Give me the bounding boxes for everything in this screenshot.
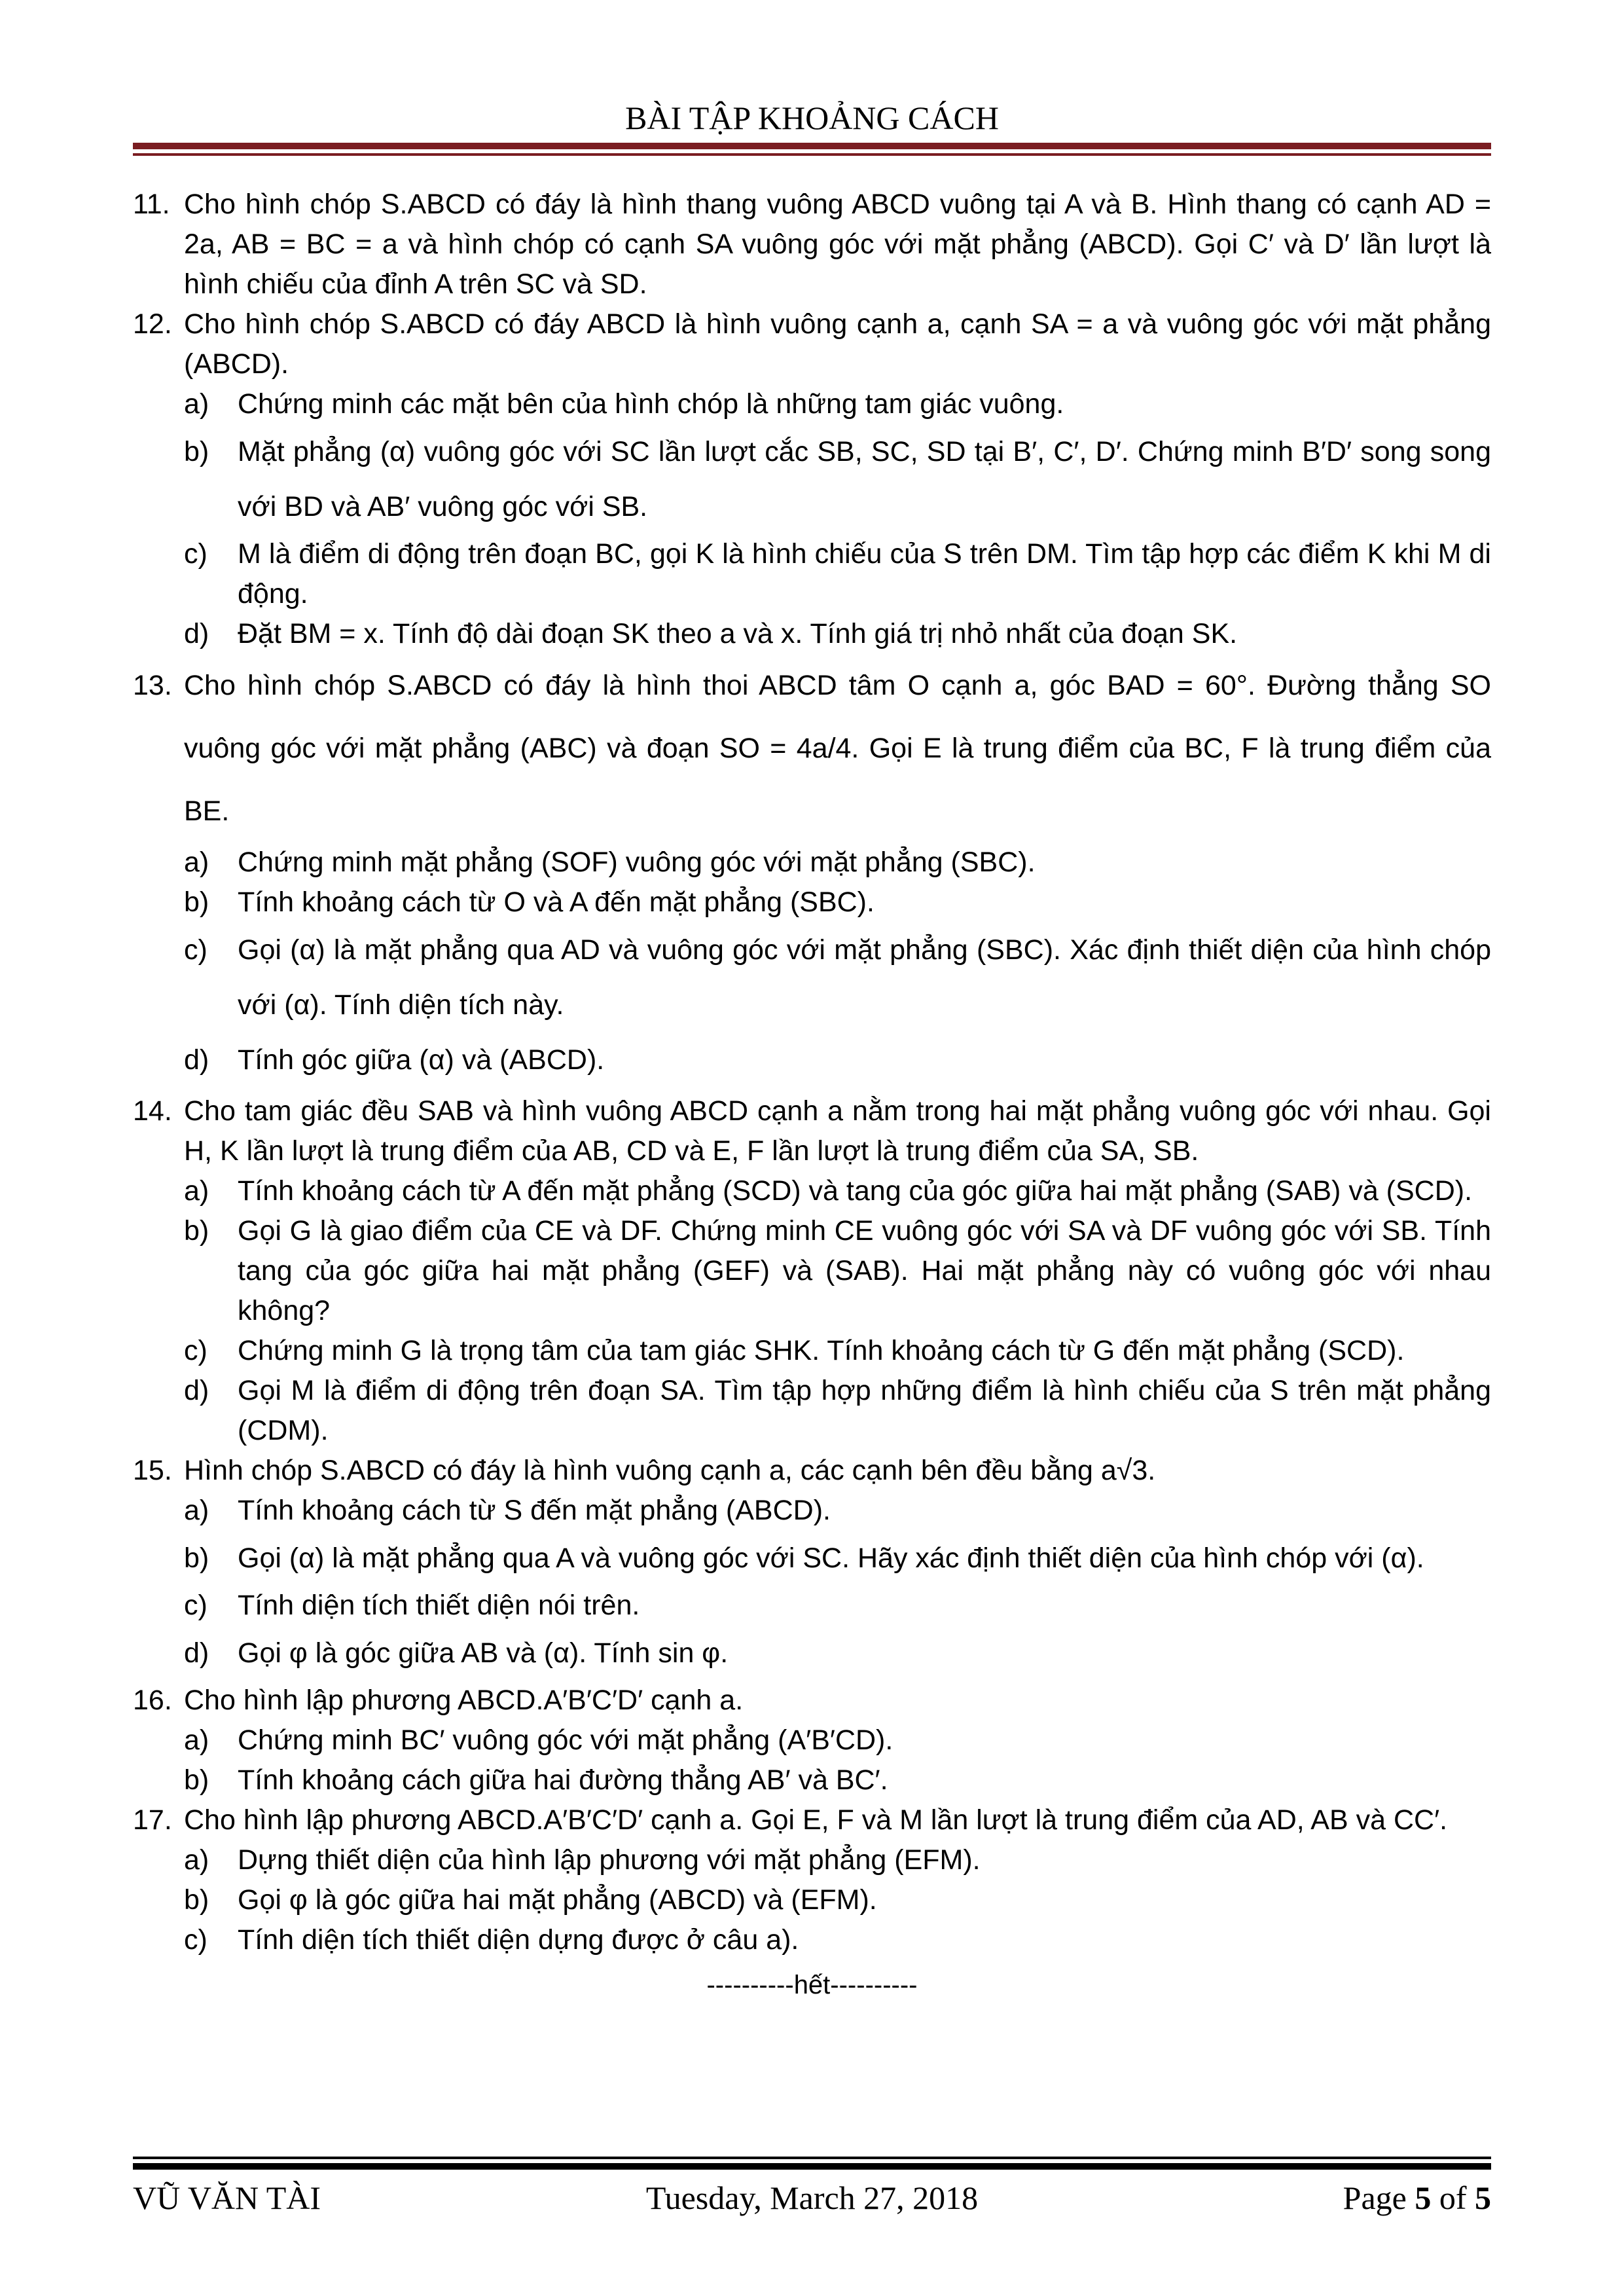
subquestion-text: Đặt BM = x. Tính độ dài đoạn SK theo a và x. Tính giá trị nhỏ nhất của đoạn SK. [238, 618, 1238, 649]
subquestion-label: a) [184, 1724, 209, 1756]
page-header-title: BÀI TẬP KHOẢNG CÁCH [625, 100, 999, 136]
problem-text: Cho hình chóp S.ABCD có đáy là hình thang vuông ABCD vuông tại A và B. Hình thang có cạnh AD = 2a, AB = BC = a và hình chóp có cạnh SA vuông góc với mặt phẳng (ABCD). Gọi C′ và D′ lần lượt là hình chiếu của đỉnh A trên SC và SD. [184, 189, 1491, 300]
subquestion [133, 843, 1491, 883]
subquestion-label: b) [184, 1215, 209, 1247]
page-current: 5 [1415, 2179, 1432, 2216]
subquestion-text: Tính khoảng cách từ S đến mặt phẳng (ABCD). [238, 1495, 831, 1526]
subquestion-text: Gọi (α) là mặt phẳng qua AD và vuông góc với mặt phẳng (SBC). Xác định thiết diện của hình chóp với (α). Tính diện tích này. [238, 934, 1491, 1021]
subquestion-label: d) [184, 1375, 209, 1406]
page-prefix: Page [1343, 2179, 1415, 2216]
subquestion [133, 1721, 1491, 1760]
header-rule [133, 143, 1491, 158]
subquestion-label: b) [184, 436, 209, 467]
document-body [133, 185, 1491, 2005]
subquestion-label: c) [184, 934, 208, 966]
subquestion [133, 1531, 1491, 1586]
problem-17 [133, 1800, 1491, 1840]
subquestion-label: a) [184, 388, 209, 420]
problem-11 [133, 185, 1491, 304]
problem-number: 12. [133, 308, 172, 340]
subquestion-text: Dựng thiết diện của hình lập phương với mặt phẳng (EFM). [238, 1844, 981, 1876]
subquestion [133, 1880, 1491, 1920]
subquestion-text: Tính khoảng cách giữa hai đường thẳng AB′ và BC′. [238, 1764, 888, 1796]
subquestion-label: b) [184, 1542, 209, 1574]
subquestion-label: a) [184, 847, 209, 878]
footer-rule [133, 2157, 1491, 2172]
problem-text: Cho hình chóp S.ABCD có đáy ABCD là hình vuông cạnh a, cạnh SA = a và vuông góc với mặt phẳng (ABCD). [184, 308, 1491, 380]
footer-date: Tuesday, March 27, 2018 [645, 2179, 979, 2216]
end-marker: ----------hết---------- [706, 1971, 918, 1999]
subquestion [133, 1760, 1491, 1800]
subquestion [133, 1171, 1491, 1211]
subquestion [133, 1032, 1491, 1087]
subquestion-label: a) [184, 1495, 209, 1526]
problem-number: 11. [133, 189, 170, 220]
subquestion-label: d) [184, 1044, 209, 1076]
subquestion-label: b) [184, 1884, 209, 1916]
subquestion-text: Gọi (α) là mặt phẳng qua A và vuông góc với SC. Hãy xác định thiết diện của hình chóp với (α). [238, 1542, 1424, 1574]
subquestion [133, 534, 1491, 614]
subquestion-text: Gọi φ là góc giữa hai mặt phẳng (ABCD) và (EFM). [238, 1884, 877, 1916]
problem-text: Cho tam giác đều SAB và hình vuông ABCD cạnh a nằm trong hai mặt phẳng vuông góc với nhau. Gọi H, K lần lượt là trung điểm của AB, CD và E, F lần lượt là trung điểm của SA, SB. [184, 1095, 1491, 1167]
subquestion [133, 1586, 1491, 1626]
footer-author: VŨ VĂN TÀI [133, 2179, 321, 2216]
subquestion-text: Mặt phẳng (α) vuông góc với SC lần lượt cắc SB, SC, SD tại B′, C′, D′. Chứng minh B′D′ song song với BD và AB′ vuông góc với SB. [238, 436, 1491, 522]
subquestion-text: Gọi φ là góc giữa AB và (α). Tính sin φ. [238, 1637, 729, 1669]
subquestion-label: d) [184, 1637, 209, 1669]
subquestion-label: a) [184, 1844, 209, 1876]
subquestion [133, 1211, 1491, 1331]
subquestion [133, 1371, 1491, 1451]
subquestion [133, 1840, 1491, 1880]
subquestion-text: M là điểm di động trên đoạn BC, gọi K là hình chiếu của S trên DM. Tìm tập hợp các điểm K khi M di động. [238, 538, 1491, 610]
problem-number: 13. [133, 670, 172, 701]
problem-14 [133, 1091, 1491, 1171]
subquestion [133, 1331, 1491, 1371]
problem-number: 16. [133, 1685, 172, 1716]
subquestion-label: c) [184, 1590, 208, 1621]
problem-number: 15. [133, 1455, 172, 1486]
footer-page-number [1343, 2175, 1491, 2221]
subquestion-label: d) [184, 618, 209, 649]
problem-16 [133, 1681, 1491, 1721]
problem-text: Cho hình lập phương ABCD.A′B′C′D′ cạnh a. [184, 1685, 744, 1716]
subquestion [133, 1491, 1491, 1531]
subquestion [133, 1626, 1491, 1681]
subquestion-label: c) [184, 538, 208, 570]
subquestion-label: c) [184, 1335, 208, 1366]
problem-number: 14. [133, 1095, 172, 1127]
subquestion-label: b) [184, 1764, 209, 1796]
subquestion [133, 1920, 1491, 1960]
subquestion [133, 424, 1491, 534]
subquestion [133, 384, 1491, 424]
subquestion-text: Chứng minh mặt phẳng (SOF) vuông góc với mặt phẳng (SBC). [238, 847, 1036, 878]
subquestion-label: c) [184, 1924, 208, 1956]
subquestion-text: Tính góc giữa (α) và (ABCD). [238, 1044, 605, 1076]
problem-15 [133, 1451, 1491, 1491]
subquestion-label: a) [184, 1175, 209, 1207]
subquestion-text: Tính khoảng cách từ A đến mặt phẳng (SCD) và tang của góc giữa hai mặt phẳng (SAB) và (SCD). [238, 1175, 1473, 1207]
subquestion-text: Tính diện tích thiết diện dựng được ở câu a). [238, 1924, 799, 1956]
subquestion-text: Chứng minh BC′ vuông góc với mặt phẳng (A′B′CD). [238, 1724, 893, 1756]
problem-text: Hình chóp S.ABCD có đáy là hình vuông cạnh a, các cạnh bên đều bằng a√3. [184, 1455, 1156, 1486]
subquestion-text: Chứng minh các mặt bên của hình chóp là những tam giác vuông. [238, 388, 1064, 420]
subquestion [133, 883, 1491, 922]
subquestion-label: b) [184, 886, 209, 918]
problem-13 [133, 654, 1491, 843]
page-total: 5 [1475, 2179, 1491, 2216]
subquestion-text: Chứng minh G là trọng tâm của tam giác SHK. Tính khoảng cách từ G đến mặt phẳng (SCD). [238, 1335, 1405, 1366]
problem-12 [133, 304, 1491, 384]
page-footer [133, 2175, 1491, 2221]
subquestion-text: Tính khoảng cách từ O và A đến mặt phẳng (SBC). [238, 886, 875, 918]
subquestion [133, 614, 1491, 654]
subquestion-text: Gọi M là điểm di động trên đoạn SA. Tìm tập hợp những điểm là hình chiếu của S trên mặt phẳng (CDM). [238, 1375, 1491, 1446]
subquestion [133, 922, 1491, 1032]
page-of: of [1431, 2179, 1475, 2216]
problem-text: Cho hình lập phương ABCD.A′B′C′D′ cạnh a. Gọi E, F và M lần lượt là trung điểm của AD, AB và CC′. [184, 1804, 1448, 1836]
subquestion-text: Tính diện tích thiết diện nói trên. [238, 1590, 640, 1621]
problem-number: 17. [133, 1804, 172, 1836]
subquestion-text: Gọi G là giao điểm của CE và DF. Chứng minh CE vuông góc với SA và DF vuông góc với SB. Tính tang của góc giữa hai mặt phẳng (GEF) và (SAB). Hai mặt phẳng này có vuông góc với nhau không? [238, 1215, 1491, 1326]
problem-text: Cho hình chóp S.ABCD có đáy là hình thoi ABCD tâm O cạnh a, góc BAD = 60°. Đường thẳng SO vuông góc với mặt phẳng (ABC) và đoạn SO = 4a/4. Gọi E là trung điểm của BC, F là trung điểm của BE. [184, 670, 1491, 827]
